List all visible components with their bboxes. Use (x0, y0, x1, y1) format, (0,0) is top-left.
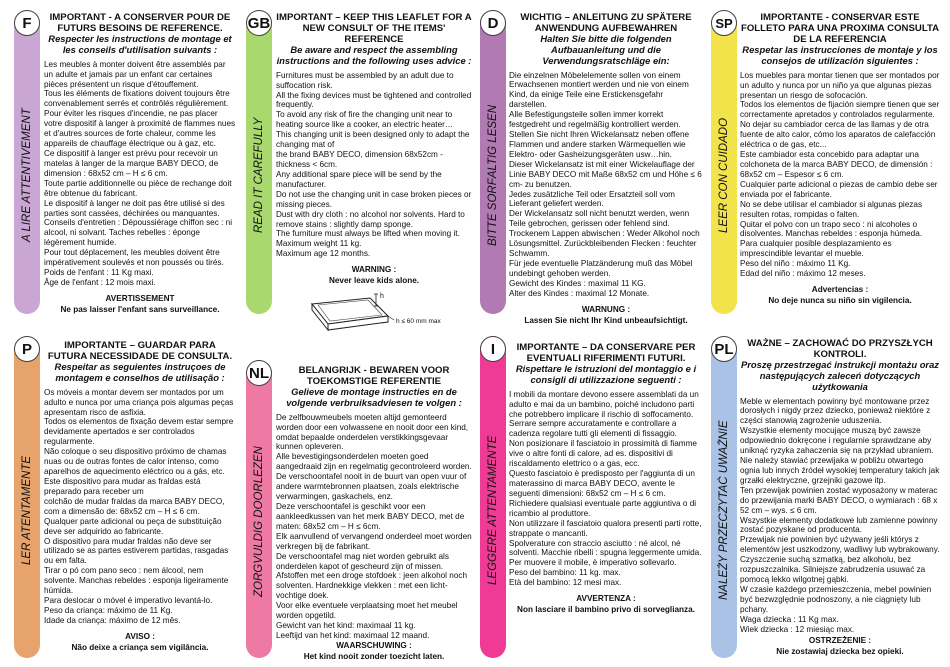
line: All the fixing devices must be tightened and controlled frequently. (276, 90, 472, 110)
line: De verschoontafel nooit in de buurt van open vuur of andere warmtebronnen plaatsen, zoals elektrische verwarmingen, gaskachels, enz. (276, 472, 467, 502)
line: Alle bevestigingsonderdelen moeten goed aangedraaid zijn en regelmatig gecontroleerd worden. (276, 452, 472, 472)
line: Nie należy stawiać przewijaka w pobliżu otwartego ognia lub innych źródeł wysokiej temperatury takich jak grzałki elektryczne, grzejniki gazowe itp. (740, 456, 940, 485)
title-fr: IMPORTANT - A CONSERVER POUR DE FUTURS BESOINS DE REFERENCE. (49, 12, 231, 35)
line: Alle Befestigungsteile sollen immer korrekt festgedreht und regelmäßig kontrolliert werden. (509, 110, 681, 130)
side-tab-pl (711, 336, 737, 658)
warning-gb: Never leave kids alone. (328, 276, 420, 286)
line: Ten przewijak powinien zostać wyposażony w materac do przewijania marki BABY DECO, o wymiarach : 68 x 52 cm – wys. ≤ 6 cm. (740, 485, 938, 515)
line: colchão de mudar fraldas da marca BABY DECO, com a dimensão de: 68x52 cm – H ≤ 6 cm. (44, 496, 225, 516)
line: De zelfbouwmeubels moeten altijd gemonteerd worden door een volwassene en nooit door een kind, omdat bepaalde onderdelen verstikkingsgevaar kunnen opleveren. (276, 412, 469, 452)
line: Poids de l'enfant : 11 Kg maxi. (44, 268, 154, 278)
line: O dispositivo para mudar fraldas não deve ser utilizado se as partes estiverem partidas, rasgadas ou em falta. (44, 536, 229, 566)
title-es: IMPORTANTE - CONSERVAR ESTE FOLLETO PARA UNA PROXIMA CONSULTA DE LA REFERENCIA (740, 12, 940, 46)
title-it: IMPORTANTE – DA CONSERVARE PER EVENTUALI RIFERIMENTI FUTURI. (516, 342, 696, 365)
line: Età del bambino: 12 mesi max. (509, 578, 622, 588)
line: the brand BABY DECO, dimension 68x52cm - thickness < 6cm. (276, 150, 443, 170)
lines-gb (276, 71, 472, 260)
subtitle-pl: Proszę przestrzegać instrukcji montażu oraz następujących zaleceń dotyczących użytkowania (741, 359, 939, 392)
line: Maximum age 12 months. (276, 249, 371, 259)
line: Meble w elementach powinny być montowane przez dorosłych i nigdy przez dziecko, ponieważ niektóre z części stanowią zagrożenie uduszenia. (740, 396, 931, 426)
warning-title-es: Advertencias : (811, 285, 869, 295)
letter-badge-de: D (480, 10, 506, 36)
content-pl (740, 338, 940, 656)
lines-pl (740, 397, 940, 635)
warning-title-de: WARNUNG : (581, 304, 631, 314)
warning-title-nl: WAARSCHUWING : (336, 640, 412, 650)
line: Dust with dry cloth : no alcohol nor solvents. Hard to remove stains : slightly damp sponge. (276, 209, 465, 229)
content-pt (44, 340, 236, 653)
line: Furnitures must be assembled by an adult due to suffocation risk. (276, 70, 454, 90)
line: Trockenem Lappen abwischen : Weder Alkohol noch Lösungsmittel. Zurückbleibenden Flecken : feuchter Schwamm. (509, 229, 700, 259)
line: Pour éviter les risques d'incendie, ne pas placer votre dispositif à langer à proximité de flammes nues et d'autres sources de forte chaleur, comme les appareils de chauffage électrique ou à gaz, etc. (44, 109, 236, 149)
title-nl: BELANGRIJK - BEWAREN VOOR TOEKOMSTIGE REFERENTIE (298, 365, 450, 388)
line: Questo fasciatoio è predisposto per l'aggiunta di un materassino di marca BABY DECO, avente le seguenti dimensioni: 68x52 cm – H ≤ 6 cm. (509, 469, 695, 498)
letter-badge-nl: NL (246, 360, 272, 386)
changing-mat-diagram (276, 286, 472, 336)
title-pt: IMPORTANTE – GUARDAR PARA FUTURA NECESSIDADE DE CONSULTA. (47, 340, 233, 363)
subtitle-it: Rispettare le istruzioni del montaggio e i consigli di utilizzazione seguenti : (515, 363, 697, 385)
line: Wszystkie elementy dodatkowe lub zamienne powinny zostać pozyskane od producenta. (740, 515, 938, 535)
lines-fr (44, 60, 236, 288)
lines-de (509, 71, 703, 299)
diagram-label: h ≤ 60 mm max (396, 318, 441, 326)
changing-mat-illustration (276, 286, 472, 336)
line: Para cualquier posible desplazamiento es imprescindible levantar el mueble. (740, 239, 892, 259)
side-tab-de (480, 10, 506, 314)
line: Wszystkie elementy mocujące muszą być zawsze odpowiednio dokręcone i regularnie sprawdzane aby uniknąć ryzyka zahaczenia się na przykład ubraniem. (740, 426, 934, 456)
line: Peso del bambino: 11 kg. max. (509, 568, 621, 578)
warning-de: Lassen Sie nicht Ihr Kind unbeaufsichtigt. (524, 315, 688, 325)
subtitle-de: Halten Sie bitte die folgenden Aufbauanleitung und die Verwendungsratschläge ein: (540, 33, 672, 66)
side-label-pt: LER ATENTAMENTE (21, 455, 33, 565)
side-label-pl: NALEŻY PRZECZYTAĆ UWAŻNIE (718, 420, 730, 600)
warning-fr: Ne pas laisser l'enfant sans surveillance. (60, 304, 220, 314)
letter-badge-pl: PL (711, 336, 737, 362)
diagram-h-label: h (380, 293, 384, 301)
letter-badge-it: I (480, 336, 506, 362)
line: Gewicht van het kind: maximaal 11 kg. (276, 621, 416, 631)
line: Tirar o pó com pano seco : nem álcool, nem solvente. Manchas rebeldes : esponja ligeiramente húmida. (44, 566, 229, 596)
line: Any additional spare piece will be send by the manufacturer. (276, 169, 442, 189)
letter-badge-fr: F (14, 10, 40, 36)
line: Serrare sempre accuratamente e controllare a cadenza regolare tutti gli elementi di fissaggio. (509, 419, 677, 439)
line: De verschoontafel mag niet worden gebruikt als onderdelen kapot of gescheurd zijn of missen. (276, 551, 449, 571)
subtitle-fr: Respecter les instructions de montage et les conseils d'utilisation suivants : (48, 33, 232, 55)
side-label-de: BITTE SORFÄLTIG LESEN (487, 104, 499, 246)
warning-title-pl: OSTRZEŻENIE : (808, 635, 872, 645)
lines-pt (44, 388, 236, 626)
line: Die einzelnen Möbelelemente sollen von einem Erwachsenen montiert werden und nie von einem Kind, da einige Teile eine Erstickensgefahr darstellen. (509, 70, 689, 110)
title-gb: IMPORTANT – KEEP THIS LEAFLET FOR A NEW CONSULT OF THE ITEMS' REFERENCE (276, 12, 472, 46)
content-gb (276, 12, 472, 336)
line: No dejar su cambiador cerca de las llamas y de otra fuente de alto calor, cómo los aparatos de calefacción eléctrica o de gas, etc... (740, 120, 936, 150)
line: Conseils d'entretien : Dépoussiérage chiffon sec : ni alcool, ni solvant. Taches rebelles : éponge légèrement humide. (44, 218, 233, 248)
lines-nl (276, 413, 472, 641)
warning-nl: Het kind nooit zonder toezicht laten. (303, 651, 445, 661)
line: Les meubles à monter doivent être assemblés par un adulte et jamais par un enfant car certaines pièces présentent un risque d'étouffement. (44, 59, 226, 89)
title-de: WICHTIG – ANLEITUNG ZU SPÄTERE ANWENDUNG AUFBEWAHREN (520, 12, 692, 35)
line: Alter des Kindes : maximal 12 Monate. (509, 288, 650, 298)
line: Deze verschoontafel is geschikt voor een aankleedkussen van het merk BABY DECO, met de maten: 68x52 cm – H ≤ 6cm. (276, 501, 465, 531)
content-it (509, 342, 703, 615)
line: Todos los elementos de fijación siempre tienen que ser correctamente apretados y controlados regularmente. (740, 100, 940, 120)
line: Os móveis a montar devem ser montados por um adulto e nunca por uma criança pois algumas peças apresentam risco de asfixia. (44, 387, 234, 417)
line: Los muebles para montar tienen que ser montados por un adulto y nunca por un niño ya que algunas piezas presentan un riesgo de sofocación. (740, 70, 940, 100)
line: Todos os elementos de fixação devem estar sempre devidamente apertados e ser controlados regularmente. (44, 417, 234, 447)
content-de (509, 12, 703, 326)
line: Peso del niño : máximo 11 Kg. (740, 259, 851, 269)
lines-it (509, 390, 703, 588)
line: Spolverature con straccio asciutto : né alcol, né solventi. Macchie ribelli : spugna leggermente umida. (509, 538, 702, 558)
line: I mobili da montare devono essere assemblati da un adulto e mai da un bambino, poiché includono parti che potrebbero implicare il rischio di soffocamento. (509, 389, 699, 419)
line: Jedes zusätzliche Teil oder Ersatzteil soll vom Lieferant geliefert werden. (509, 189, 675, 209)
line: Âge de l'enfant : 12 mois maxi. (44, 277, 156, 287)
line: Este cambiador esta concebido para adaptar una colchoneta de la marca BABY DECO, de dimensión : 68x52 cm – Espesor ≤ 6 cm. (740, 150, 933, 179)
line: Quitar el polvo con un trapo seco : ni alcoholes o disolventes. Manchas rebeldes : esponja húmeda. (740, 219, 923, 239)
line: Voor elke eventuele verplaatsing moet het meubel worden opgetild. (276, 601, 458, 621)
side-tab-gb (246, 10, 272, 314)
line: Tous les éléments de fixations doivent toujours être convenablement serrés et contrôlés régulièrement. (44, 89, 230, 109)
line: Do not use the changing unit in case broken pieces or missing pieces. (276, 189, 472, 209)
line: Stellen Sie nicht Ihren Wickelansatz neben offene Flammen und andere starken Wärmequellen wie Elektro- oder Gasheizungsgeräten usw…hin. (509, 130, 690, 159)
line: Leeftijd van het kind: maximaal 12 maand. (276, 630, 430, 640)
line: Non posizionare il fasciatoio in prossimità di fiamme vive o altre fonti di calore, ad es. dispositivi di riscaldamento elettrico o a gas, ecc. (509, 439, 697, 469)
line: Este dispositivo para mudar as fraldas está preparado para receber um (44, 476, 201, 496)
line: W czasie każdego przemieszczenia, mebel powinien być bezwzględnie podnoszony, a nie ciągnięty lub pchany. (740, 585, 932, 614)
lines-es (740, 71, 940, 279)
letter-badge-es: SP (711, 10, 737, 36)
line: No se debe utilisar el cambiador si algunas piezas resulten rotas, rompidas o falten. (740, 199, 923, 219)
line: To avoid any risk of fire the changing unit near to heating source like a cooker, an electric heater… (276, 110, 454, 130)
side-label-fr: A LIRE ATTENTIVEMENT (21, 108, 33, 242)
warning-title-fr: AVERTISSEMENT (105, 293, 175, 303)
line: Idade da criança: máximo de 12 mês. (44, 615, 181, 625)
warning-title-gb: WARNING : (351, 265, 397, 275)
side-label-es: LEER CON CUIDADO (718, 117, 730, 233)
subtitle-pt: Respeitar as seguientes instruçoes de montagem e conselhos de utilisação : (54, 361, 226, 383)
side-label-it: LEGGERE ATTENTAMENTE (487, 435, 499, 585)
line: Dieser Wickelansatz ist mit einer Wickelauflage der Linie BABY DECO mit Maße 68x52 cm und Höhe ≤ 6 cm- zu benutzen. (509, 159, 702, 189)
side-label-nl: ZORGVULDIG DOORLEZEN (253, 446, 265, 598)
line: The furniture must always be lifted when moving it. (276, 229, 460, 239)
line: Non utilizzare il fasciatoio qualora presenti parti rotte, strappate o mancanti. (509, 518, 702, 538)
line: This changing unit is been designed only to adapt the changing mat of (276, 130, 470, 150)
line: Maximum weight 11 kg. (276, 239, 362, 249)
line: Pour tout déplacement, les meubles doivent être impérativement soulevés et non poussés ou tirés. (44, 248, 224, 268)
line: Richiedere qualsiasi eventuale parte aggiuntiva o di ricambio al produttore. (509, 498, 697, 518)
line: Le dispositif à langer ne doit pas être utilisé si des parties sont cassées, déchirées ou manquantes. (44, 198, 225, 218)
content-es (740, 12, 940, 306)
line: Gewicht des Kindes : maximal 11 KG. (509, 278, 646, 288)
line: Der Wickelansatz soll nicht benutzt werden, wenn Teile gebrochen, gerissen oder fehlend sind. (509, 209, 690, 229)
line: Przewijak nie powinien być używany jeśli którys z elementów jest uszkodzony, wadliwy lub wybrakowany. (740, 535, 940, 555)
line: Für jede eventuelle Platzänderung muß das Möbel undebingt gehoben werden. (509, 259, 693, 278)
title-pl: WAŻNE – ZACHOWAĆ DO PRZYSZŁYCH KONTROLI. (747, 338, 933, 361)
side-tab-fr (14, 10, 40, 314)
line: Wiek dziecka : 12 miesiąc max. (740, 624, 855, 634)
line: Peso da criança: máximo de 11 Kg. (44, 605, 173, 615)
warning-title-it: AVVERTENZA : (576, 594, 636, 604)
side-tab-pt (14, 336, 40, 658)
side-tab-es (711, 10, 737, 314)
content-fr (44, 12, 236, 315)
warning-pl: Nie zostawiaj dziecka bez opieki. (776, 646, 904, 656)
side-label-gb: READ IT CAREFULLY (253, 117, 265, 233)
line: Cualquier parte adicional o piezas de cambio debe ser enviada por el fabricante. (740, 179, 938, 199)
subtitle-nl: Gelieve de montage instructies en de volgende verbruiksadviesen te volgen : (286, 386, 462, 408)
warning-pt: Não deixe a criança sem vigilância. (71, 642, 209, 652)
content-nl (276, 365, 472, 662)
line: Ce dispositif à langer est prévu pour recevoir un matelas à langer de la marque BABY DECO, de dimension : 68x52 cm – H ≤ 6 cm. (44, 148, 219, 178)
letter-badge-pt: P (14, 336, 40, 362)
line: Afstoffen met een droge stofdoek : jeen alkohol noch solventen. Hardnekkige vlekken : met een licht-vochtige doek. (276, 571, 468, 601)
side-tab-nl (246, 360, 272, 658)
side-tab-it (480, 336, 506, 658)
line: Czyszczenie suchą szmatką, bez alkoholu, bez rozpuszczalnika. Silniejsze zabrudzenia usuwać za pomocą lekko wilgotnej gąbki. (740, 555, 926, 585)
line: Edad del niño : máximo 12 meses. (740, 269, 866, 279)
line: Não coloque o seu dispositivo próximo de chamas nuas ou de outras fontes de calor intenso, como aparelhos de aquecimento eléctrico ou a gás, etc. (44, 447, 227, 477)
line: Per muovere il mobile, è imperativo sollevarlo. (509, 558, 677, 568)
subtitle-es: Respetar las instrucciones de montaje y los consejos de utilización siguientes : (742, 44, 938, 66)
line: Qualquer parte adicional ou peça de substituição deve ser adquirido ao fabricante. (44, 516, 222, 536)
warning-it: Non lasciare il bambino privo di sorveglianza. (517, 605, 695, 615)
subtitle-gb: Be aware and respect the assembling instructions and the following uses advice : (276, 44, 472, 66)
line: Toute partie additionnelle ou pièce de rechange doit être obtenue du fabricant. (44, 178, 232, 198)
warning-es: No deje nunca su niño sin vigilencia. (768, 296, 912, 305)
warning-title-pt: AVISO : (125, 631, 155, 641)
letter-badge-gb: GB (246, 10, 272, 36)
line: Waga dziecka : 11 Kg max. (740, 614, 839, 624)
line: Elk aanvullend of vervangend onderdeel moet worden verkregen bij de fabrikant. (276, 531, 472, 551)
line: Para deslocar o móvel é imperativo levantá-lo. (44, 596, 213, 606)
